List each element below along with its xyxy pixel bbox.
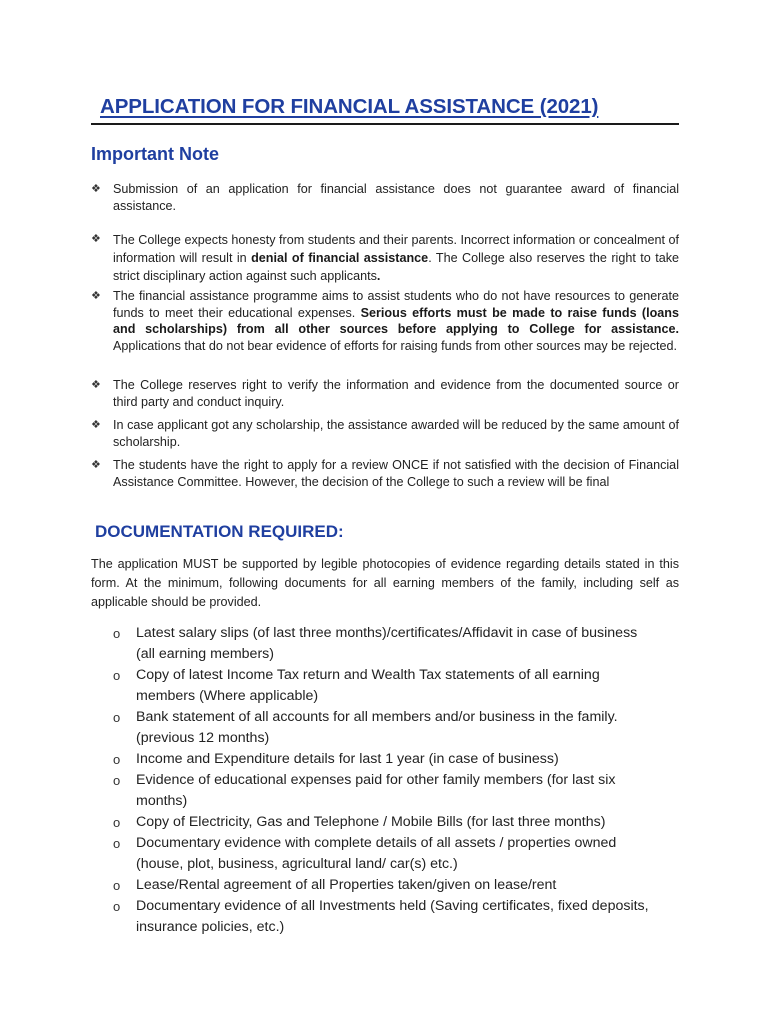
note-segment: The College reserves right to verify the information and evidence from the documented source or third party and conduct inquiry. xyxy=(113,378,679,409)
doc-item-text: Latest salary slips (of last three months)/certificates/Affidavit in case of business (all earning members) xyxy=(136,625,638,662)
diamond-bullet-icon: ❖ xyxy=(91,459,101,471)
doc-item-text: Lease/Rental agreement of all Properties taken/given on lease/rent xyxy=(136,877,557,893)
circle-bullet-icon: o xyxy=(113,626,121,641)
doc-item xyxy=(113,623,653,665)
diamond-bullet-icon: ❖ xyxy=(91,379,101,391)
doc-item-text: Income and Expenditure details for last 1 year (in case of business) xyxy=(136,751,559,767)
note-item xyxy=(91,377,679,410)
note-segment: In case applicant got any scholarship, the assistance awarded will be reduced by the same amount of scholarship. xyxy=(113,418,679,449)
doc-item-text: Documentary evidence of all Investments held (Saving certificates, fixed deposits, insurance policies, etc.) xyxy=(136,898,649,935)
diamond-bullet-icon: ❖ xyxy=(91,183,101,195)
title-block xyxy=(91,93,679,125)
note-text xyxy=(113,181,679,214)
note-segment: Submission of an application for financial assistance does not guarantee award of financial assistance. xyxy=(113,182,679,213)
document-title: APPLICATION FOR FINANCIAL ASSISTANCE (2021) xyxy=(100,95,599,118)
doc-item xyxy=(113,896,653,938)
doc-item xyxy=(113,770,653,812)
note-item xyxy=(91,457,679,490)
note-segment: The students have the right to apply for a review ONCE if not satisfied with the decision of Financial Assistance Committee. However, the decision of the College to such a review will be final xyxy=(113,458,679,489)
note-item xyxy=(91,231,679,285)
circle-bullet-icon: o xyxy=(113,815,121,830)
emphasis-text: Serious efforts must be made to raise funds (loans and scholarships) from all other sources before applying to College for assistance. xyxy=(113,305,679,336)
doc-item-text: Evidence of educational expenses paid for other family members (for last six months) xyxy=(136,772,616,809)
circle-bullet-icon: o xyxy=(113,899,121,914)
note-segment: Applications that do not bear evidence of efforts for raising funds from other sources may be rejected. xyxy=(113,338,677,353)
doc-item-text: Copy of Electricity, Gas and Telephone / Mobile Bills (for last three months) xyxy=(136,814,606,830)
important-note-heading: Important Note xyxy=(91,144,219,164)
documentation-intro: The application MUST be supported by legible photocopies of evidence regarding details stated in this form. At the minimum, following documents for all earning members of the family, including self as applicable should be provided. xyxy=(91,557,679,609)
doc-item xyxy=(113,665,653,707)
doc-item xyxy=(113,812,653,833)
diamond-bullet-icon: ❖ xyxy=(91,290,101,302)
note-segment: . The College also reserves the right to take strict disciplinary action against such applicants xyxy=(113,251,679,283)
note-segment: The College expects honesty from students and their parents. Incorrect information or concealment of information will result in xyxy=(113,233,679,265)
circle-bullet-icon: o xyxy=(113,836,121,851)
emphasis-text: . xyxy=(376,269,381,283)
doc-item xyxy=(113,833,653,875)
note-segment: The financial assistance programme aims to assist students who do not have resources to generate funds to meet their educational expenses. xyxy=(113,289,679,320)
note-text xyxy=(113,288,679,354)
doc-item-text: Documentary evidence with complete details of all assets / properties owned (house, plot, business, agricultural land/ car(s) etc.) xyxy=(136,835,617,872)
doc-item xyxy=(113,749,653,770)
documentation-list xyxy=(113,623,653,938)
diamond-bullet-icon: ❖ xyxy=(91,233,101,245)
note-item xyxy=(91,288,679,354)
circle-bullet-icon: o xyxy=(113,710,121,725)
diamond-bullet-icon: ❖ xyxy=(91,419,101,431)
doc-item xyxy=(113,707,653,749)
note-text xyxy=(113,377,679,410)
note-item xyxy=(91,417,679,450)
note-text xyxy=(113,231,679,285)
circle-bullet-icon: o xyxy=(113,668,121,683)
note-text xyxy=(113,417,679,450)
doc-item-text: Copy of latest Income Tax return and Wealth Tax statements of all earning members (Where applicable) xyxy=(136,667,600,704)
circle-bullet-icon: o xyxy=(113,878,121,893)
doc-item-text: Bank statement of all accounts for all members and/or business in the family. (previous 12 months) xyxy=(136,709,618,746)
emphasis-text: denial of financial assistance xyxy=(251,251,429,265)
note-text xyxy=(113,457,679,490)
doc-item xyxy=(113,875,653,896)
circle-bullet-icon: o xyxy=(113,752,121,767)
note-item xyxy=(91,181,679,214)
documentation-heading: DOCUMENTATION REQUIRED: xyxy=(95,522,344,541)
circle-bullet-icon: o xyxy=(113,773,121,788)
